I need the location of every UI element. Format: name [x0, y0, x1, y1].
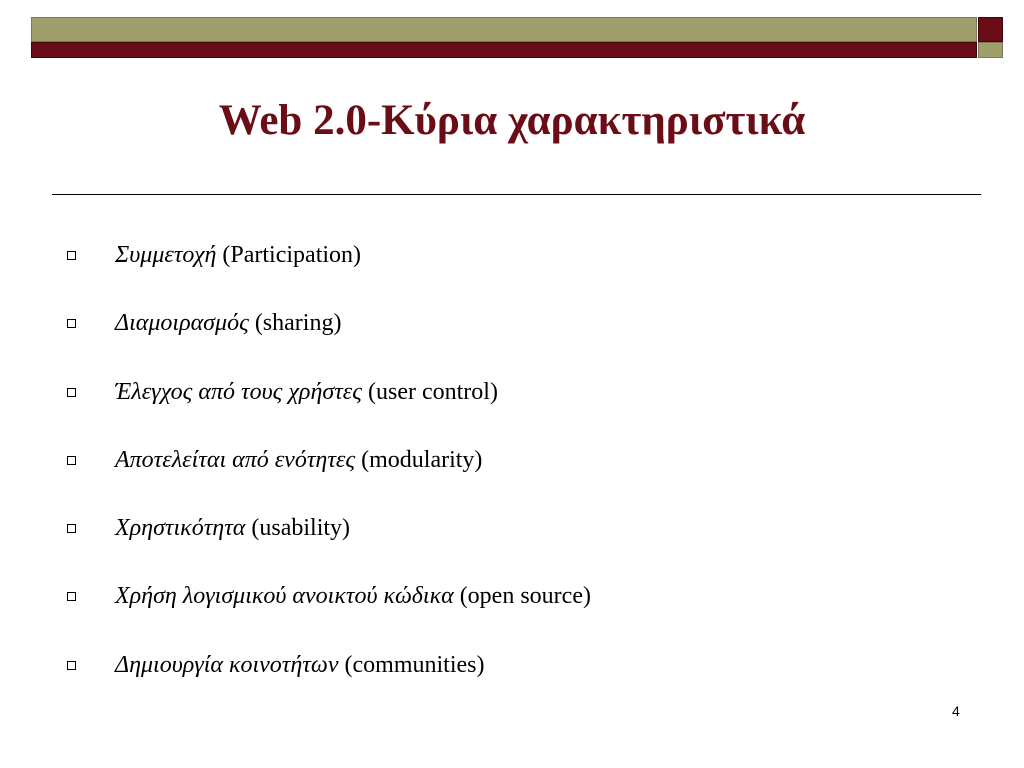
square-bullet-icon [67, 524, 76, 533]
bullet-list [0, 234, 1024, 712]
bullet-text [115, 302, 341, 344]
bullet-english-term: (Participation) [222, 242, 362, 268]
bullet-greek-term: Συμμετοχή [115, 242, 217, 268]
header-square-olive [978, 42, 1003, 58]
bullet-text [115, 507, 350, 549]
bullet-greek-term: Δημιουργία κοινοτήτων [115, 651, 339, 678]
bullet-text [115, 371, 498, 413]
square-bullet-icon [67, 661, 76, 670]
square-bullet-icon [67, 319, 76, 328]
bullet-item [0, 575, 1024, 643]
bullet-english-term: (user control) [367, 378, 498, 405]
square-bullet-icon [67, 456, 76, 465]
bullet-text [115, 575, 591, 617]
bullet-item [0, 371, 1024, 439]
bullet-text [115, 439, 482, 481]
bullet-item [0, 302, 1024, 370]
bullet-item [0, 644, 1024, 712]
header-square-maroon [978, 17, 1003, 42]
bullet-item [0, 507, 1024, 575]
square-bullet-icon [67, 592, 76, 601]
bullet-english-term: (modularity) [361, 446, 483, 473]
bullet-english-term: (sharing) [254, 310, 342, 337]
title-divider [52, 194, 981, 195]
square-bullet-icon [67, 251, 76, 260]
bullet-greek-term: Αποτελείται από ενότητες [115, 446, 356, 473]
bullet-greek-term: Χρηστικότητα [115, 515, 246, 542]
page-number: 4 [952, 703, 960, 719]
bullet-english-term: (communities) [344, 651, 485, 678]
header-bar-maroon [31, 42, 977, 58]
bullet-text [115, 234, 361, 276]
bullet-english-term: (open source) [459, 583, 591, 610]
header-bar-olive [31, 17, 977, 42]
square-bullet-icon [67, 388, 76, 397]
bullet-text [115, 644, 484, 686]
bullet-greek-term: Διαμοιρασμός [115, 310, 249, 337]
slide-title: Web 2.0-Κύρια χαρακτηριστικά [218, 97, 806, 144]
bullet-greek-term: Έλεγχος από τους χρήστες [115, 378, 362, 405]
bullet-item [0, 439, 1024, 507]
bullet-english-term: (usability) [251, 515, 351, 542]
bullet-item [0, 234, 1024, 302]
bullet-greek-term: Χρήση λογισμικού ανοικτού κώδικα [115, 583, 454, 610]
